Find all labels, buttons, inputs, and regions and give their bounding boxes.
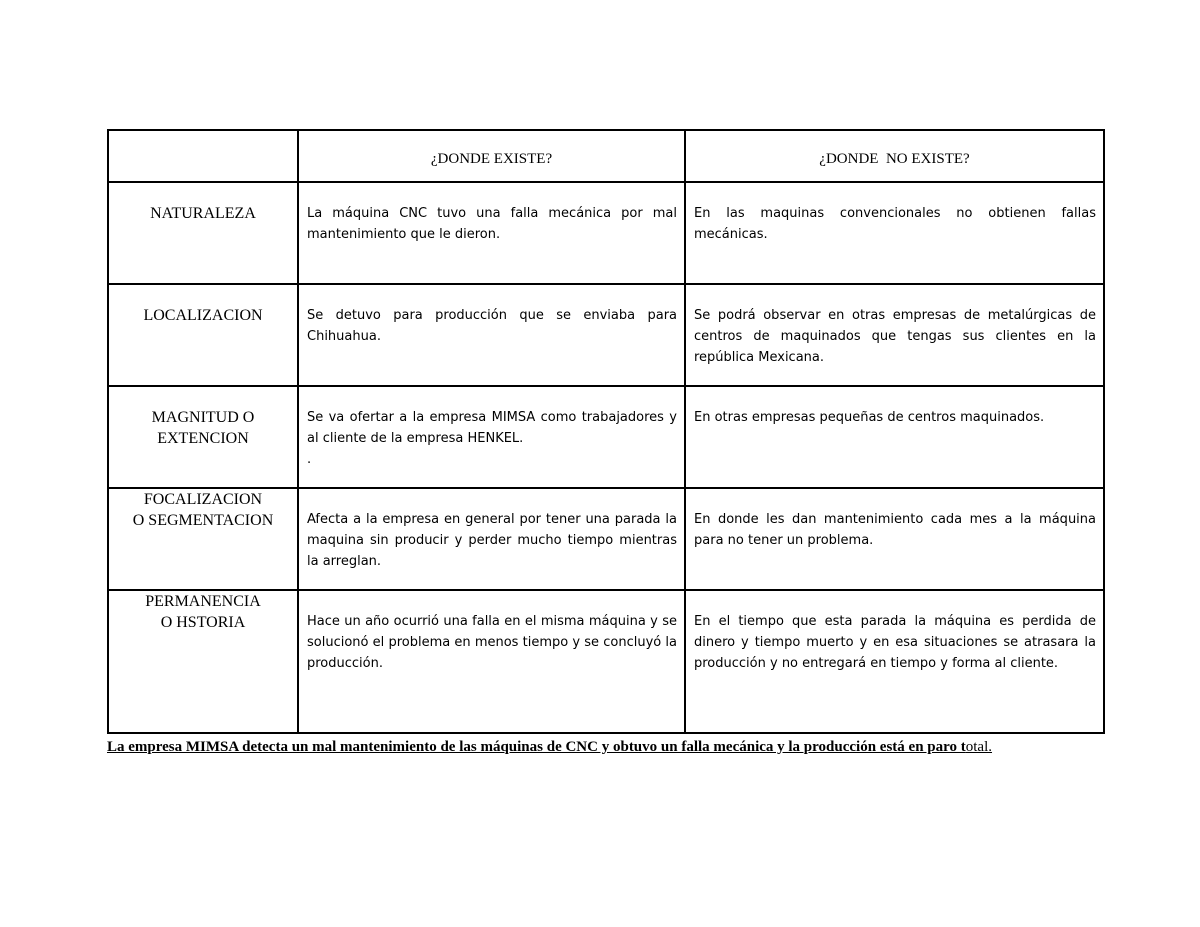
exists-cell bbox=[298, 284, 685, 386]
exists-text: Hace un año ocurrió una falla en el misma máquina y se solucionó el problema en menos tiempo y se concluyó la producción. bbox=[307, 614, 677, 671]
caption-main: La empresa MIMSA detecta un mal mantenimiento de las máquinas de CNC y obtuvo un falla mecánica y la producción está en paro t bbox=[107, 739, 966, 755]
row-label bbox=[109, 591, 297, 633]
row-label: LOCALIZACION bbox=[143, 307, 263, 324]
not-exists-cell bbox=[685, 284, 1104, 386]
not-exists-cell bbox=[685, 590, 1104, 733]
row-label bbox=[109, 387, 297, 449]
header-not-exists: ¿DONDE NO EXISTE? bbox=[819, 151, 970, 167]
not-exists-text: Se podrá observar en otras empresas de metalúrgicas de centros de maquinados que tengas sus clientes en la república Mexicana. bbox=[694, 308, 1096, 365]
caption-tail: otal. bbox=[965, 739, 993, 755]
header-empty-cell bbox=[108, 130, 298, 182]
row-label-cell bbox=[108, 590, 298, 733]
exists-cell bbox=[298, 590, 685, 733]
exists-text: Se detuvo para producción que se enviaba para Chihuahua. bbox=[307, 308, 677, 344]
row-label-line-1: FOCALIZACION bbox=[143, 491, 263, 508]
table-row bbox=[108, 590, 1104, 733]
exists-cell bbox=[298, 488, 685, 590]
row-label-line-1: PERMANENCIA bbox=[145, 593, 261, 610]
exists-extra: . bbox=[307, 452, 312, 467]
not-exists-text: En donde les dan mantenimiento cada mes a la máquina para no tener un problema. bbox=[694, 512, 1096, 548]
row-label-cell bbox=[108, 182, 298, 284]
not-exists-cell bbox=[685, 386, 1104, 488]
exists-text-block bbox=[299, 387, 684, 470]
row-label-line-2: O SEGMENTACION bbox=[132, 512, 274, 529]
row-label-line-2: O HSTORIA bbox=[160, 614, 246, 631]
not-exists-text: En el tiempo que esta parada la máquina es perdida de dinero y tiempo muerto y en esa situaciones se atrasara la producción y no entregará en tiempo y forma al cliente. bbox=[694, 614, 1096, 671]
row-label bbox=[109, 489, 297, 531]
exists-cell bbox=[298, 386, 685, 488]
table-row bbox=[108, 386, 1104, 488]
exists-cell bbox=[298, 182, 685, 284]
table-row bbox=[108, 284, 1104, 386]
header-exists: ¿DONDE EXISTE? bbox=[430, 151, 553, 167]
not-exists-text: En las maquinas convencionales no obtienen fallas mecánicas. bbox=[694, 206, 1096, 242]
exists-text: Afecta a la empresa en general por tener una parada la maquina sin producir y perder mucho tiempo mientras la arreglan. bbox=[307, 512, 677, 569]
row-label-cell bbox=[108, 386, 298, 488]
row-label: NATURALEZA bbox=[150, 205, 256, 222]
analysis-table bbox=[107, 129, 1105, 734]
row-label-cell bbox=[108, 488, 298, 590]
row-label-cell bbox=[108, 284, 298, 386]
table-row bbox=[108, 182, 1104, 284]
row-label-line-1: MAGNITUD O bbox=[151, 409, 255, 426]
table-header-row bbox=[108, 130, 1104, 182]
exists-text: La máquina CNC tuvo una falla mecánica por mal mantenimiento que le dieron. bbox=[307, 206, 677, 242]
header-exists-cell bbox=[298, 130, 685, 182]
not-exists-cell bbox=[685, 182, 1104, 284]
exists-text: Se va ofertar a la empresa MIMSA como trabajadores y al cliente de la empresa HENKEL. bbox=[307, 410, 677, 446]
header-not-exists-cell bbox=[685, 130, 1104, 182]
not-exists-text: En otras empresas pequeñas de centros maquinados. bbox=[694, 410, 1045, 425]
conclusion-caption bbox=[107, 739, 1107, 756]
row-label-line-2: EXTENCION bbox=[157, 430, 249, 447]
not-exists-cell bbox=[685, 488, 1104, 590]
table-row bbox=[108, 488, 1104, 590]
